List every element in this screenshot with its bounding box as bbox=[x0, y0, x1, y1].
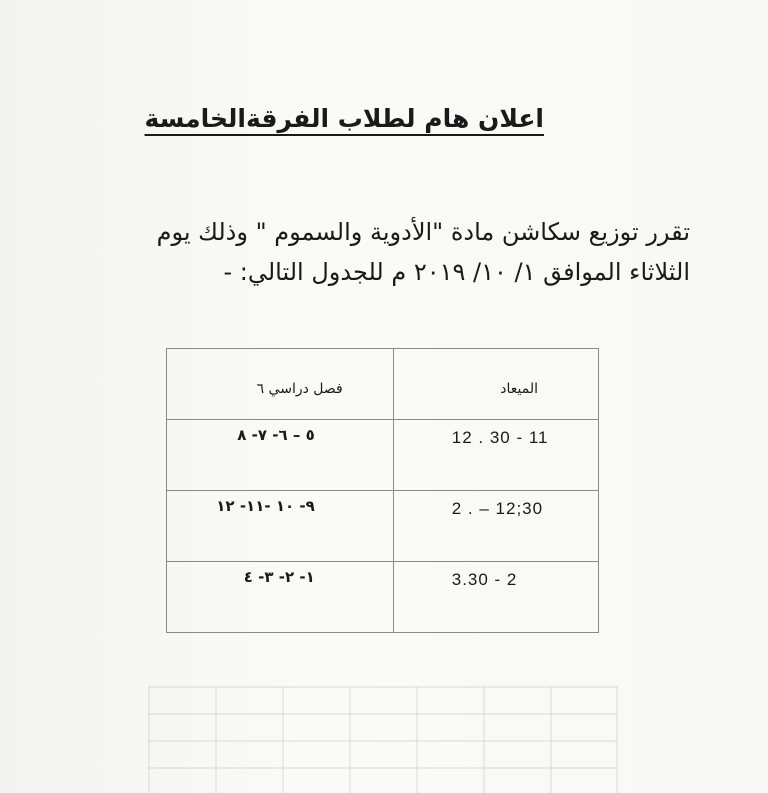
table-row bbox=[167, 420, 599, 491]
announcement-line-1: تقرر توزيع سكاشن مادة "الأدوية والسموم " وذلك يوم bbox=[156, 218, 690, 246]
header-time: الميعاد bbox=[393, 349, 598, 420]
announcement-title: اعلان هام لطلاب الفرقةالخامسة bbox=[144, 104, 544, 133]
table-header-row bbox=[167, 349, 599, 420]
row-1-class: ٥ – ٦- ٧- ٨ bbox=[167, 420, 394, 491]
row-3-time: 3.30 - 2 bbox=[393, 562, 598, 633]
table-row bbox=[167, 562, 599, 633]
schedule-table bbox=[166, 348, 599, 633]
header-class: فصل دراسي ٦ bbox=[167, 349, 394, 420]
row-3-class: ١- ٢- ٣- ٤ bbox=[167, 562, 394, 633]
faint-show-through-grid bbox=[148, 686, 618, 793]
announcement-line-2: الثلاثاء الموافق ١/ ١٠/ ٢٠١٩ م للجدول التالي: - bbox=[223, 258, 690, 286]
row-1-time: 12 . 30 - 11 bbox=[393, 420, 598, 491]
row-2-time: 2 . – 12;30 bbox=[393, 491, 598, 562]
table-row bbox=[167, 491, 599, 562]
row-2-class: ٩- ١٠ -١١- ١٢ bbox=[167, 491, 394, 562]
